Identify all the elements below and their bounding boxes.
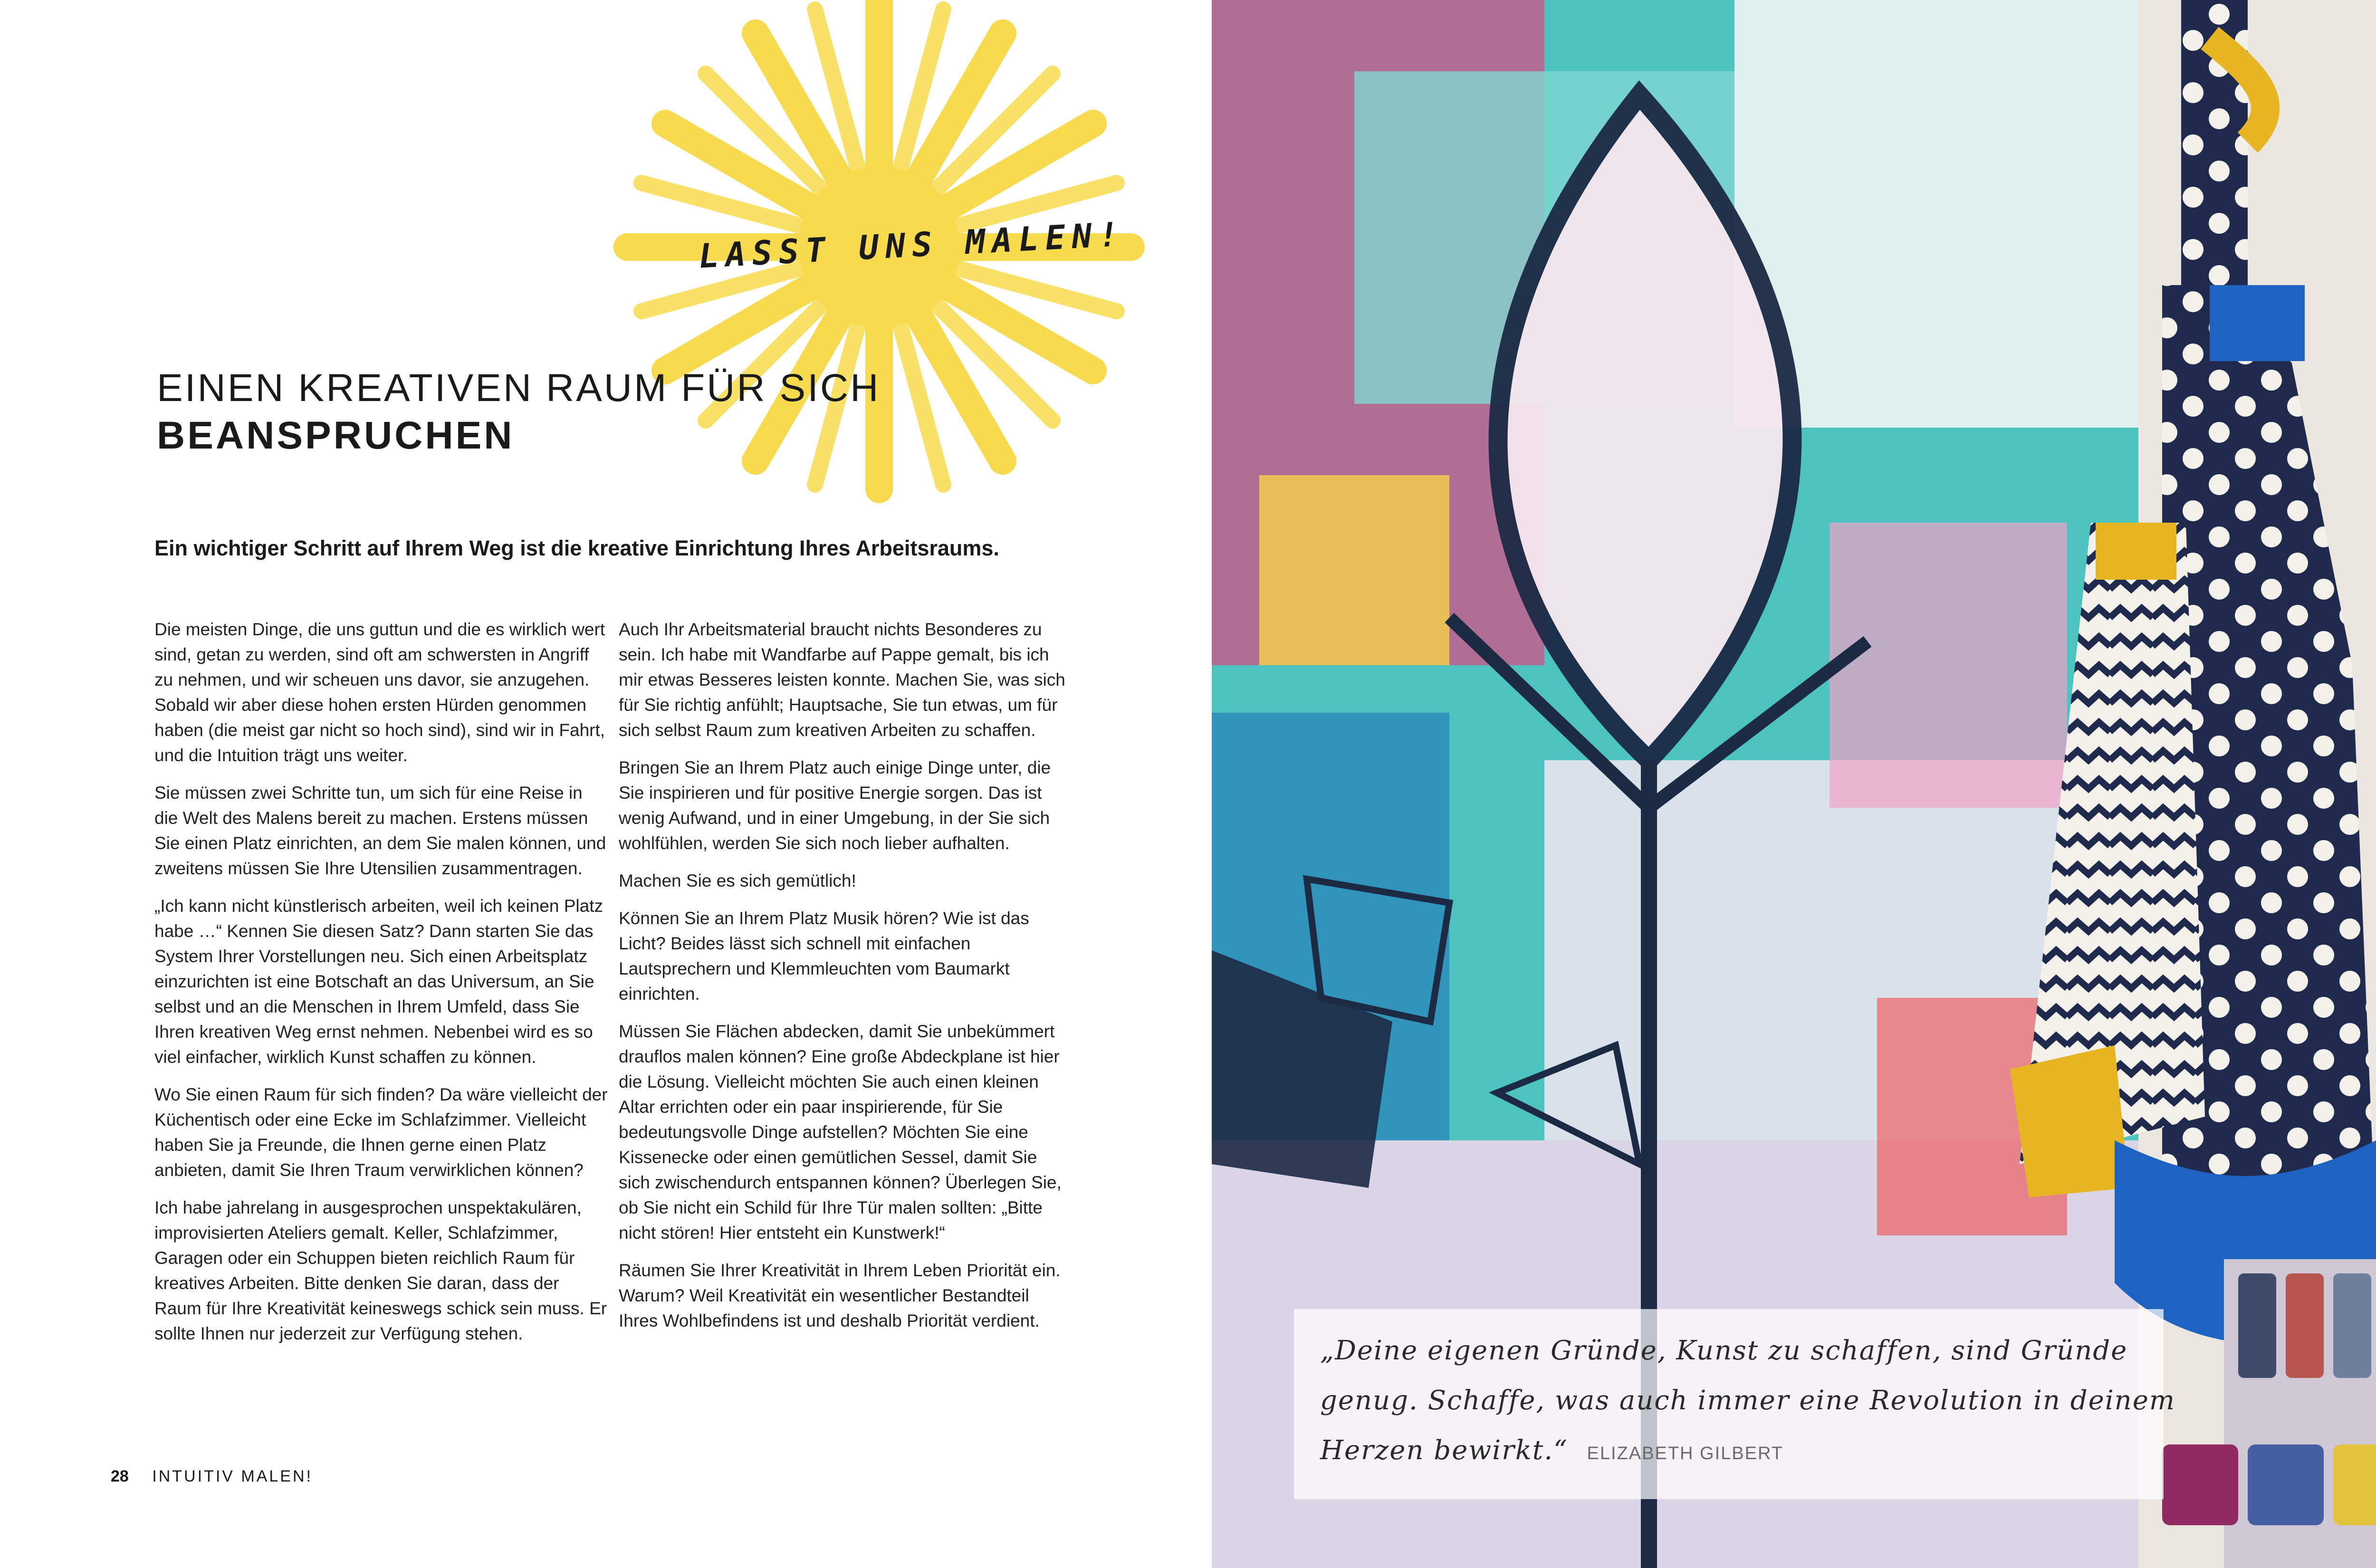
quote: [1320, 1326, 2213, 1479]
paragraph: Ich habe jahrelang in ausgesprochen unspektakulären, improvisierten Ateliers gemalt. Keller, Schlafzimmer, Garagen oder ein Schuppen bieten reichlich Raum für kreatives Arbeiten. Bitte denken Sie daran, dass der Raum für Ihre Kreativität keineswegs schick sein muss. Er sollte Ihnen nur jederzeit zur Verfügung stehen.: [154, 1198, 607, 1343]
paragraph: „Ich kann nicht künstlerisch arbeiten, weil ich keinen Platz habe …“ Kennen Sie diesen Satz? Dann starten Sie das System Ihrer Vorstellungen neu. Sich einen Arbeitsplatz einzurichten ist eine Botschaft an das Universum, an Sie selbst und an die Menschen in Ihrem Umfeld, dass Sie Ihren kreativen Weg ernst nehmen. Nebenbei wird es so viel einfacher, wirklich Kunst schaffen zu können.: [154, 896, 603, 1067]
paragraph: Machen Sie es sich gemütlich!: [619, 871, 856, 890]
paragraph: Bringen Sie an Ihrem Platz auch einige Dinge unter, die Sie inspirieren und für positive Energie sorgen. Das ist wenig Aufwand, und in einer Umgebung, in der Sie sich wohlfühlen, werden Sie sich noch lieber aufhalten.: [619, 758, 1051, 853]
paragraph: Wo Sie einen Raum für sich finden? Da wäre vielleicht der Küchentisch oder eine Ecke im Schlafzimmer. Vielleicht haben Sie ja Freunde, die Ihnen gerne einen Platz anbieten, damit Sie Ihren Traum verwirklichen können?: [154, 1085, 608, 1180]
headline-line1: EINEN KREATIVEN RAUM FÜR SICH: [157, 366, 881, 410]
paragraph: Auch Ihr Arbeitsmaterial braucht nichts Besonderes zu sein. Ich habe mit Wandfarbe auf Pappe gemalt, bis ich mir etwas Besseres leisten konnte. Machen Sie, was sich für Sie richtig anfühlt; Hauptsache, Sie tun etwas, um für sich selbst Raum zum kreativen Arbeiten zu schaffen.: [619, 620, 1065, 740]
running-title: INTUITIV MALEN!: [152, 1467, 313, 1485]
paragraph: Können Sie an Ihrem Platz Musik hören? Wie ist das Licht? Beides lässt sich schnell mit einfachen Lautsprechern und Klemmleuchten vom Baumarkt einrichten.: [619, 908, 1029, 1004]
body-column-left: [154, 617, 608, 1358]
quote-text: „Deine eigenen Gründe, Kunst zu schaffen, sind Gründe genug. Schaffe, was auch immer eine Revolution in deinem Herzen bewirkt.“: [1320, 1335, 2175, 1466]
paragraph: Sie müssen zwei Schritte tun, um sich für eine Reise in die Welt des Malens bereit zu machen. Erstens müssen Sie einen Platz einrichten, an dem Sie malen können, und zweitens müssen Sie Ihre Utensilien zusammentragen.: [154, 783, 606, 878]
paragraph: Die meisten Dinge, die uns guttun und die es wirklich wert sind, getan zu werden, sind oft am schwersten in Angriff zu nehmen, und wir scheuen uns davor, sie anzugehen. Sobald wir aber diese hohen ersten Hürden genommen haben (die meist gar nicht so hoch sind), sind wir in Fahrt, und die Intuition trägt uns weiter.: [154, 620, 605, 765]
lead-paragraph: Ein wichtiger Schritt auf Ihrem Weg ist die kreative Einrichtung Ihres Arbeitsraums.: [154, 536, 999, 560]
paragraph: Räumen Sie Ihrer Kreativität in Ihrem Leben Priorität ein. Warum? Weil Kreativität ein wesentlicher Bestandteil Ihres Wohlbefindens ist und deshalb Priorität verdient.: [619, 1261, 1061, 1330]
page-number: 28: [111, 1467, 129, 1485]
paragraph: Müssen Sie Flächen abdecken, damit Sie unbekümmert drauflos malen können? Eine große Abdeckplane ist hier die Lösung. Vielleicht möchten Sie auch einen kleinen Altar errichten oder ein paar inspirierende, für Sie bedeutungsvolle Dinge aufstellen? Möchten Sie eine Kissenecke oder einen gemütlichen Sessel, damit Sie sich zwischendurch entspannen können? Überlegen Sie, ob Sie nicht ein Schild für Ihre Tür malen sollten: „Bitte nicht stören! Hier entsteht ein Kunstwerk!“: [619, 1022, 1062, 1243]
right-page-photo: [1212, 0, 2376, 1568]
body-column-right: [619, 617, 1073, 1346]
headline-line2: BEANSPRUCHEN: [157, 414, 515, 457]
page-footer: [111, 1467, 313, 1486]
quote-author: ELIZABETH GILBERT: [1587, 1444, 1783, 1463]
kicker-text: LASST UNS MALEN!: [698, 214, 1126, 276]
